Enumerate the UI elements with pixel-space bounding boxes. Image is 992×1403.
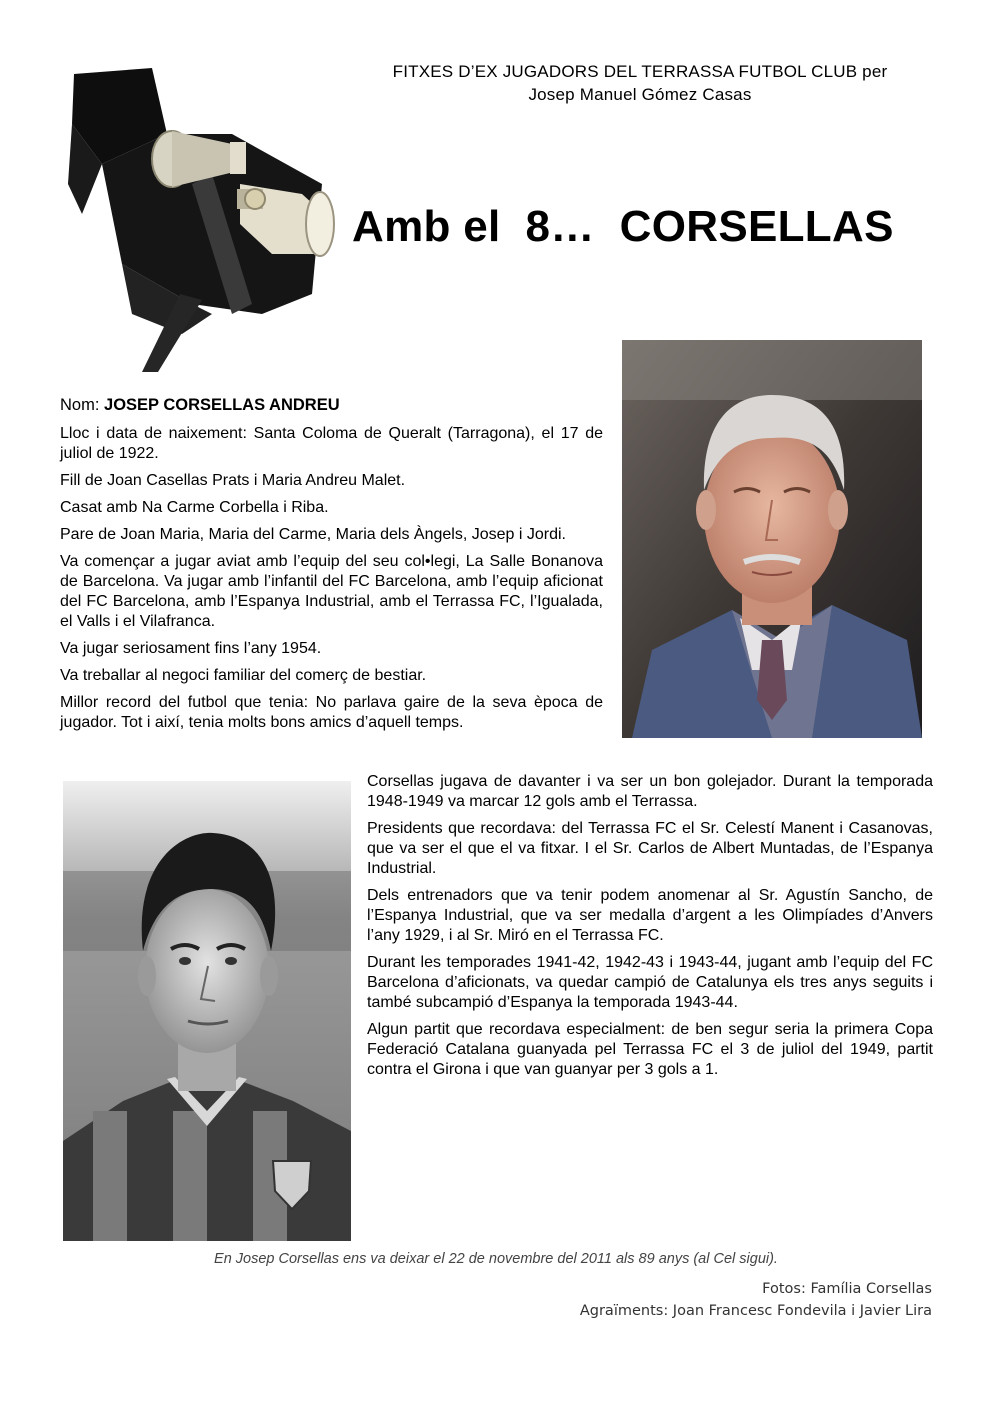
name-label: Nom:	[60, 396, 105, 414]
seasons-paragraph: Durant les temporades 1941-42, 1942-43 i 1943-44, jugant amb l’equip del FC Barcelona d’aficionats, va quedar campió de Catalunya els tres anys seguits i també subcampió d’Espanya la temporada 1943-44.	[367, 954, 933, 1011]
portrait-photo-elderly	[622, 340, 922, 738]
header-line-2: Josep Manuel Gómez Casas	[528, 85, 752, 104]
career-paragraph: Va començar a jugar aviat amb l’equip del seu col•legi, La Salle Bonanova de Barcelona. Va jugar amb l’infantil del FC Barcelona, amb l’equip aficionat del FC Barcelona, amb l’Espanya Industrial, amb el Terrassa FC, l’Igualada, el Valls i el Vilafranca.	[60, 553, 603, 630]
work-paragraph: Va treballar al negoci familiar del comerç de bestiar.	[60, 667, 427, 684]
presidents-paragraph: Presidents que recordava: del Terrassa FC el Sr. Celestí Manent i Casanovas, que va ser el que el va fitxar. I el Sr. Carlos de Albert Muntadas, de l’Espanya Industrial.	[367, 820, 933, 877]
match-paragraph: Algun partit que recordava especialment: de ben segur seria la primera Copa Federació Catalana guanyada pel Terrassa FC el 3 de juliol del 1949, partit contra el Girona i que van guanyar per 3 gols a 1.	[367, 1021, 933, 1078]
spouse-paragraph: Casat amb Na Carme Corbella i Riba.	[60, 499, 329, 516]
retirement-paragraph: Va jugar seriosament fins l’any 1954.	[60, 640, 322, 657]
photo-credits: Fotos: Família Corsellas	[762, 1281, 932, 1297]
memory-paragraph: Millor record del futbol que tenia: No parlava gaire de la seva època de jugador. Tot i així, tenia molts bons amics d’aquell temps.	[60, 694, 603, 731]
portrait-photo-young	[63, 781, 351, 1241]
children-paragraph: Pare de Joan Maria, Maria del Carme, Maria dels Àngels, Josep i Jordi.	[60, 526, 566, 543]
memorial-caption: En Josep Corsellas ens va deixar el 22 de novembre del 2011 als 89 anys (al Cel sigui).	[214, 1251, 778, 1267]
name-line	[60, 395, 603, 415]
page-title: Amb el 8… CORSELLAS	[352, 202, 894, 251]
header-line-1: FITXES D’EX JUGADORS DEL TERRASSA FUTBOL CLUB per	[392, 62, 888, 81]
birth-paragraph: Lloc i data de naixement: Santa Coloma de Queralt (Tarragona), el 17 de juliol de 1922.	[60, 425, 603, 462]
position-paragraph: Corsellas jugava de davanter i va ser un bon golejador. Durant la temporada 1948-1949 va marcar 12 gols amb el Terrassa.	[367, 773, 933, 810]
parents-paragraph: Fill de Joan Casellas Prats i Maria Andreu Malet.	[60, 472, 406, 489]
acknowledgements: Agraïments: Joan Francesc Fondevila i Javier Lira	[579, 1303, 932, 1319]
player-name: JOSEP CORSELLAS ANDREU	[104, 396, 340, 414]
bio-right-column	[367, 772, 933, 1087]
coaches-paragraph: Dels entrenadors que va tenir podem anomenar al Sr. Agustín Sancho, de l’Espanya Industrial, que va ser medalla d’argent a les Olimpíades d’Anvers l’any 1929, i al Sr. Miró en el Terrassa FC.	[367, 887, 933, 944]
loudspeaker-image	[62, 64, 342, 374]
bio-left-column	[60, 395, 603, 740]
